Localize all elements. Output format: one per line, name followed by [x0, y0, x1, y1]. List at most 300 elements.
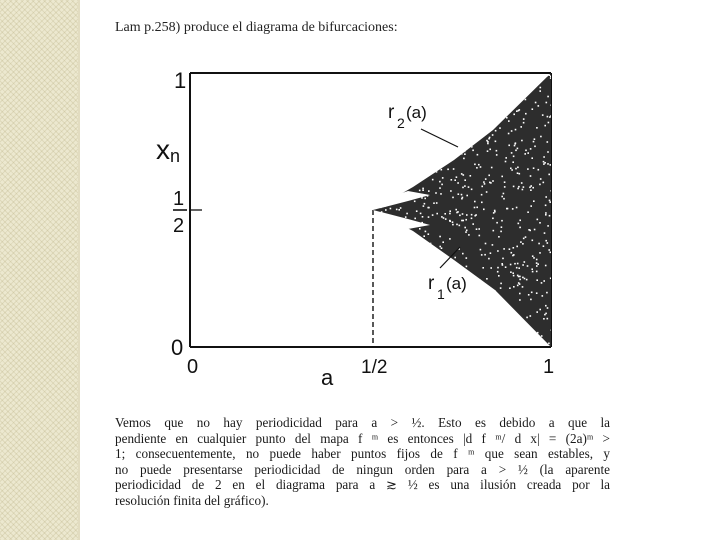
speckle-dot	[424, 198, 426, 200]
speckle-dot	[524, 153, 526, 155]
speckle-dot	[479, 283, 481, 285]
speckle-dot	[394, 327, 396, 329]
speckle-dot	[540, 178, 542, 180]
speckle-dot	[428, 170, 430, 172]
speckle-dot	[445, 326, 447, 328]
speckle-dot	[466, 266, 468, 268]
speckle-dot	[405, 140, 407, 142]
speckle-dot	[400, 140, 402, 142]
speckle-dot	[451, 91, 453, 93]
speckle-dot	[547, 116, 549, 118]
speckle-dot	[479, 235, 481, 237]
speckle-dot	[446, 330, 448, 332]
speckle-dot	[501, 176, 503, 178]
speckle-dot	[543, 182, 545, 184]
speckle-dot	[439, 246, 441, 248]
speckle-dot	[490, 102, 492, 104]
speckle-dot	[389, 169, 391, 171]
speckle-dot	[533, 141, 535, 143]
speckle-dot	[493, 75, 495, 77]
speckle-dot	[390, 128, 392, 130]
speckle-dot	[499, 110, 501, 112]
speckle-dot	[461, 331, 463, 333]
speckle-dot	[490, 267, 492, 269]
speckle-dot	[452, 221, 454, 223]
speckle-dot	[449, 238, 451, 240]
speckle-dot	[534, 138, 536, 140]
speckle-dot	[547, 151, 549, 153]
speckle-dot	[400, 147, 402, 149]
speckle-dot	[417, 181, 419, 183]
speckle-dot	[489, 113, 491, 115]
speckle-dot	[513, 275, 515, 277]
speckle-dot	[481, 186, 483, 188]
speckle-dot	[514, 263, 516, 265]
speckle-dot	[547, 307, 549, 309]
speckle-dot	[475, 80, 477, 82]
paragraph-line: resolución finita del gráfico).	[115, 492, 269, 508]
speckle-dot	[462, 341, 464, 343]
speckle-dot	[425, 322, 427, 324]
speckle-dot	[543, 245, 545, 247]
speckle-dot	[428, 86, 430, 88]
speckle-dot	[508, 109, 510, 111]
speckle-dot	[405, 216, 407, 218]
speckle-dot	[401, 311, 403, 313]
speckle-dot	[516, 267, 518, 269]
speckle-dot	[495, 74, 497, 76]
speckle-dot	[510, 343, 512, 345]
speckle-dot	[475, 107, 477, 109]
speckle-dot	[532, 187, 534, 189]
speckle-dot	[410, 270, 412, 272]
speckle-dot	[499, 127, 501, 129]
speckle-dot	[419, 190, 421, 192]
bifurcation-figure	[140, 55, 580, 395]
speckle-dot	[426, 335, 428, 337]
speckle-dot	[530, 299, 532, 301]
speckle-dot	[548, 122, 550, 124]
speckle-dot	[518, 186, 520, 188]
speckle-dot	[542, 295, 544, 297]
speckle-dot	[395, 157, 397, 159]
speckle-dot	[492, 134, 494, 136]
speckle-dot	[413, 149, 415, 151]
speckle-dot	[476, 228, 478, 230]
speckle-dot	[470, 295, 472, 297]
speckle-dot	[472, 304, 474, 306]
speckle-dot	[462, 187, 464, 189]
speckle-dot	[525, 113, 527, 115]
speckle-dot	[481, 194, 483, 196]
speckle-dot	[434, 90, 436, 92]
speckle-dot	[533, 257, 535, 259]
speckle-dot	[538, 81, 540, 83]
speckle-dot	[476, 296, 478, 298]
speckle-dot	[522, 92, 524, 94]
speckle-dot	[519, 279, 521, 281]
paragraph-line: no puede presentarse periodicidad de ningun orden para a > ½ (la aparente	[115, 461, 610, 477]
speckle-dot	[520, 241, 522, 243]
speckle-dot	[488, 258, 490, 260]
speckle-dot	[543, 280, 545, 282]
speckle-dot	[503, 96, 505, 98]
speckle-dot	[393, 314, 395, 316]
speckle-dot	[455, 209, 457, 211]
speckle-dot	[445, 143, 447, 145]
speckle-dot	[385, 330, 387, 332]
speckle-dot	[484, 311, 486, 313]
speckle-dot	[524, 95, 526, 97]
speckle-dot	[407, 239, 409, 241]
speckle-dot	[452, 107, 454, 109]
speckle-dot	[530, 189, 532, 191]
paragraph-line: periodicidad de 2 en el diagrama para a ≳ ½ es una ilusión creada por la	[115, 477, 610, 493]
speckle-dot	[460, 344, 462, 346]
speckle-dot	[458, 98, 460, 100]
speckle-dot	[441, 169, 443, 171]
speckle-dot	[387, 126, 389, 128]
speckle-dot	[431, 165, 433, 167]
speckle-dot	[462, 213, 464, 215]
speckle-dot	[409, 300, 411, 302]
speckle-dot	[547, 242, 549, 244]
speckle-dot	[426, 147, 428, 149]
speckle-dot	[491, 167, 493, 169]
speckle-dot	[523, 343, 525, 345]
speckle-dot	[434, 79, 436, 81]
speckle-dot	[481, 283, 483, 285]
speckle-dot	[454, 265, 456, 267]
speckle-dot	[524, 261, 526, 263]
speckle-dot	[449, 147, 451, 149]
speckle-dot	[461, 138, 463, 140]
speckle-dot	[530, 148, 532, 150]
speckle-dot	[395, 168, 397, 170]
speckle-dot	[519, 283, 521, 285]
speckle-dot	[428, 216, 430, 218]
speckle-dot	[443, 217, 445, 219]
speckle-dot	[401, 285, 403, 287]
speckle-dot	[421, 322, 423, 324]
speckle-dot	[450, 134, 452, 136]
speckle-dot	[497, 332, 499, 334]
speckle-dot	[428, 190, 430, 192]
speckle-dot	[401, 272, 403, 274]
speckle-dot	[433, 322, 435, 324]
speckle-dot	[523, 85, 525, 87]
speckle-dot	[381, 341, 383, 343]
curve-lower-label-argument: (a)	[446, 274, 467, 293]
speckle-dot	[473, 87, 475, 89]
speckle-dot	[504, 322, 506, 324]
speckle-dot	[452, 76, 454, 78]
speckle-dot	[495, 83, 497, 85]
speckle-dot	[434, 297, 436, 299]
speckle-dot	[477, 154, 479, 156]
speckle-dot	[492, 218, 494, 220]
speckle-dot	[445, 256, 447, 258]
speckle-dot	[458, 123, 460, 125]
speckle-dot	[442, 282, 444, 284]
speckle-dot	[406, 82, 408, 84]
speckle-dot	[527, 211, 529, 213]
speckle-dot	[437, 125, 439, 127]
speckle-dot	[401, 305, 403, 307]
speckle-dot	[439, 181, 441, 183]
speckle-dot	[497, 267, 499, 269]
speckle-dot	[442, 335, 444, 337]
speckle-dot	[431, 248, 433, 250]
speckle-dot	[430, 107, 432, 109]
speckle-dot	[410, 87, 412, 89]
speckle-dot	[401, 158, 403, 160]
speckle-dot	[438, 328, 440, 330]
speckle-dot	[394, 79, 396, 81]
speckle-dot	[544, 232, 546, 234]
speckle-dot	[406, 154, 408, 156]
speckle-dot	[474, 201, 476, 203]
speckle-dot	[421, 197, 423, 199]
speckle-dot	[536, 271, 538, 273]
speckle-dot	[466, 134, 468, 136]
speckle-dot	[515, 129, 517, 131]
speckle-dot	[547, 163, 549, 165]
speckle-dot	[532, 240, 534, 242]
speckle-dot	[400, 233, 402, 235]
speckle-dot	[471, 331, 473, 333]
speckle-dot	[465, 231, 467, 233]
speckle-dot	[387, 260, 389, 262]
speckle-dot	[444, 213, 446, 215]
speckle-dot	[440, 78, 442, 80]
speckle-dot	[397, 274, 399, 276]
speckle-dot	[459, 74, 461, 76]
y-axis-label-subscript: n	[170, 146, 181, 166]
speckle-dot	[420, 213, 422, 215]
speckle-dot	[385, 228, 387, 230]
speckle-dot	[469, 138, 471, 140]
speckle-dot	[459, 310, 461, 312]
speckle-dot	[549, 116, 551, 118]
speckle-dot	[396, 277, 398, 279]
bifurcation-diagram	[140, 55, 580, 395]
speckle-dot	[483, 132, 485, 134]
speckle-dot	[495, 130, 497, 132]
speckle-dot	[487, 100, 489, 102]
speckle-dot	[473, 321, 475, 323]
speckle-dot	[494, 74, 496, 76]
speckle-dot	[496, 99, 498, 101]
speckle-dot	[395, 245, 397, 247]
speckle-dot	[383, 158, 385, 160]
speckle-dot	[532, 271, 534, 273]
speckle-dot	[430, 112, 432, 114]
speckle-dot	[390, 315, 392, 317]
speckle-dot	[480, 114, 482, 116]
speckle-dot	[503, 248, 505, 250]
speckle-dot	[496, 154, 498, 156]
speckle-dot	[491, 330, 493, 332]
speckle-dot	[496, 222, 498, 224]
speckle-dot	[537, 219, 539, 221]
speckle-dot	[423, 280, 425, 282]
speckle-dot	[466, 257, 468, 259]
speckle-dot	[409, 284, 411, 286]
speckle-dot	[398, 186, 400, 188]
speckle-dot	[442, 276, 444, 278]
speckle-dot	[402, 290, 404, 292]
speckle-dot	[439, 128, 441, 130]
speckle-dot	[426, 172, 428, 174]
speckle-dot	[452, 105, 454, 107]
speckle-dot	[390, 271, 392, 273]
speckle-dot	[417, 82, 419, 84]
speckle-dot	[413, 251, 415, 253]
curve-upper-label-subscript: 2	[397, 115, 405, 131]
speckle-dot	[543, 156, 545, 158]
speckle-dot	[412, 308, 414, 310]
speckle-dot	[387, 83, 389, 85]
speckle-dot	[439, 187, 441, 189]
speckle-dot	[449, 213, 451, 215]
speckle-dot	[478, 132, 480, 134]
speckle-dot	[474, 215, 476, 217]
speckle-dot	[464, 151, 466, 153]
speckle-dot	[420, 319, 422, 321]
speckle-dot	[502, 327, 504, 329]
speckle-dot	[474, 97, 476, 99]
speckle-dot	[399, 155, 401, 157]
speckle-dot	[434, 89, 436, 91]
speckle-dot	[489, 149, 491, 151]
speckle-dot	[436, 202, 438, 204]
speckle-dot	[549, 215, 551, 217]
speckle-dot	[402, 273, 404, 275]
speckle-dot	[505, 266, 507, 268]
speckle-dot	[482, 267, 484, 269]
speckle-dot	[485, 106, 487, 108]
speckle-dot	[457, 137, 459, 139]
speckle-dot	[405, 163, 407, 165]
speckle-dot	[420, 141, 422, 143]
speckle-dot	[482, 74, 484, 76]
speckle-dot	[456, 121, 458, 123]
speckle-dot	[538, 169, 540, 171]
speckle-dot	[478, 164, 480, 166]
speckle-dot	[436, 213, 438, 215]
speckle-dot	[535, 102, 537, 104]
speckle-dot	[468, 186, 470, 188]
speckle-dot	[468, 234, 470, 236]
speckle-dot	[443, 96, 445, 98]
speckle-dot	[406, 239, 408, 241]
speckle-dot	[487, 150, 489, 152]
speckle-dot	[454, 91, 456, 93]
speckle-dot	[408, 327, 410, 329]
speckle-dot	[464, 227, 466, 229]
speckle-dot	[401, 180, 403, 182]
speckle-dot	[508, 311, 510, 313]
speckle-dot	[498, 236, 500, 238]
speckle-dot	[463, 270, 465, 272]
speckle-dot	[398, 325, 400, 327]
speckle-dot	[425, 147, 427, 149]
speckle-dot	[454, 179, 456, 181]
speckle-dot	[528, 294, 530, 296]
speckle-dot	[384, 167, 386, 169]
speckle-dot	[403, 263, 405, 265]
speckle-dot	[422, 216, 424, 218]
speckle-dot	[539, 90, 541, 92]
speckle-dot	[420, 159, 422, 161]
speckle-dot	[452, 135, 454, 137]
speckle-dot	[508, 133, 510, 135]
speckle-dot	[440, 341, 442, 343]
speckle-dot	[402, 237, 404, 239]
speckle-dot	[391, 240, 393, 242]
speckle-dot	[478, 323, 480, 325]
speckle-dot	[415, 273, 417, 275]
speckle-dot	[457, 182, 459, 184]
speckle-dot	[416, 210, 418, 212]
speckle-dot	[513, 186, 515, 188]
speckle-dot	[403, 134, 405, 136]
speckle-dot	[541, 282, 543, 284]
speckle-dot	[466, 309, 468, 311]
speckle-dot	[398, 209, 400, 211]
speckle-dot	[471, 214, 473, 216]
speckle-dot	[500, 231, 502, 233]
speckle-dot	[414, 287, 416, 289]
speckle-dot	[473, 80, 475, 82]
y-tick-half-denominator: 2	[173, 215, 185, 237]
speckle-dot	[490, 182, 492, 184]
speckle-dot	[459, 338, 461, 340]
speckle-dot	[525, 99, 527, 101]
y-tick-half-numerator: 1	[173, 188, 185, 210]
speckle-dot	[387, 289, 389, 291]
speckle-dot	[519, 220, 521, 222]
speckle-dot	[511, 252, 513, 254]
speckle-dot	[466, 214, 468, 216]
speckle-dot	[515, 324, 517, 326]
speckle-dot	[457, 120, 459, 122]
speckle-dot	[396, 93, 398, 95]
speckle-dot	[415, 330, 417, 332]
speckle-dot	[432, 146, 434, 148]
speckle-dot	[505, 157, 507, 159]
speckle-dot	[480, 109, 482, 111]
speckle-dot	[458, 193, 460, 195]
speckle-dot	[493, 94, 495, 96]
speckle-dot	[428, 233, 430, 235]
speckle-dot	[460, 116, 462, 118]
speckle-dot	[456, 176, 458, 178]
speckle-dot	[454, 320, 456, 322]
speckle-dot	[383, 307, 385, 309]
speckle-dot	[519, 299, 521, 301]
speckle-dot	[442, 241, 444, 243]
speckle-dot	[472, 223, 474, 225]
speckle-dot	[476, 167, 478, 169]
speckle-dot	[422, 188, 424, 190]
speckle-dot	[403, 77, 405, 79]
speckle-dot	[435, 324, 437, 326]
speckle-dot	[451, 92, 453, 94]
speckle-dot	[543, 318, 545, 320]
speckle-dot	[493, 313, 495, 315]
